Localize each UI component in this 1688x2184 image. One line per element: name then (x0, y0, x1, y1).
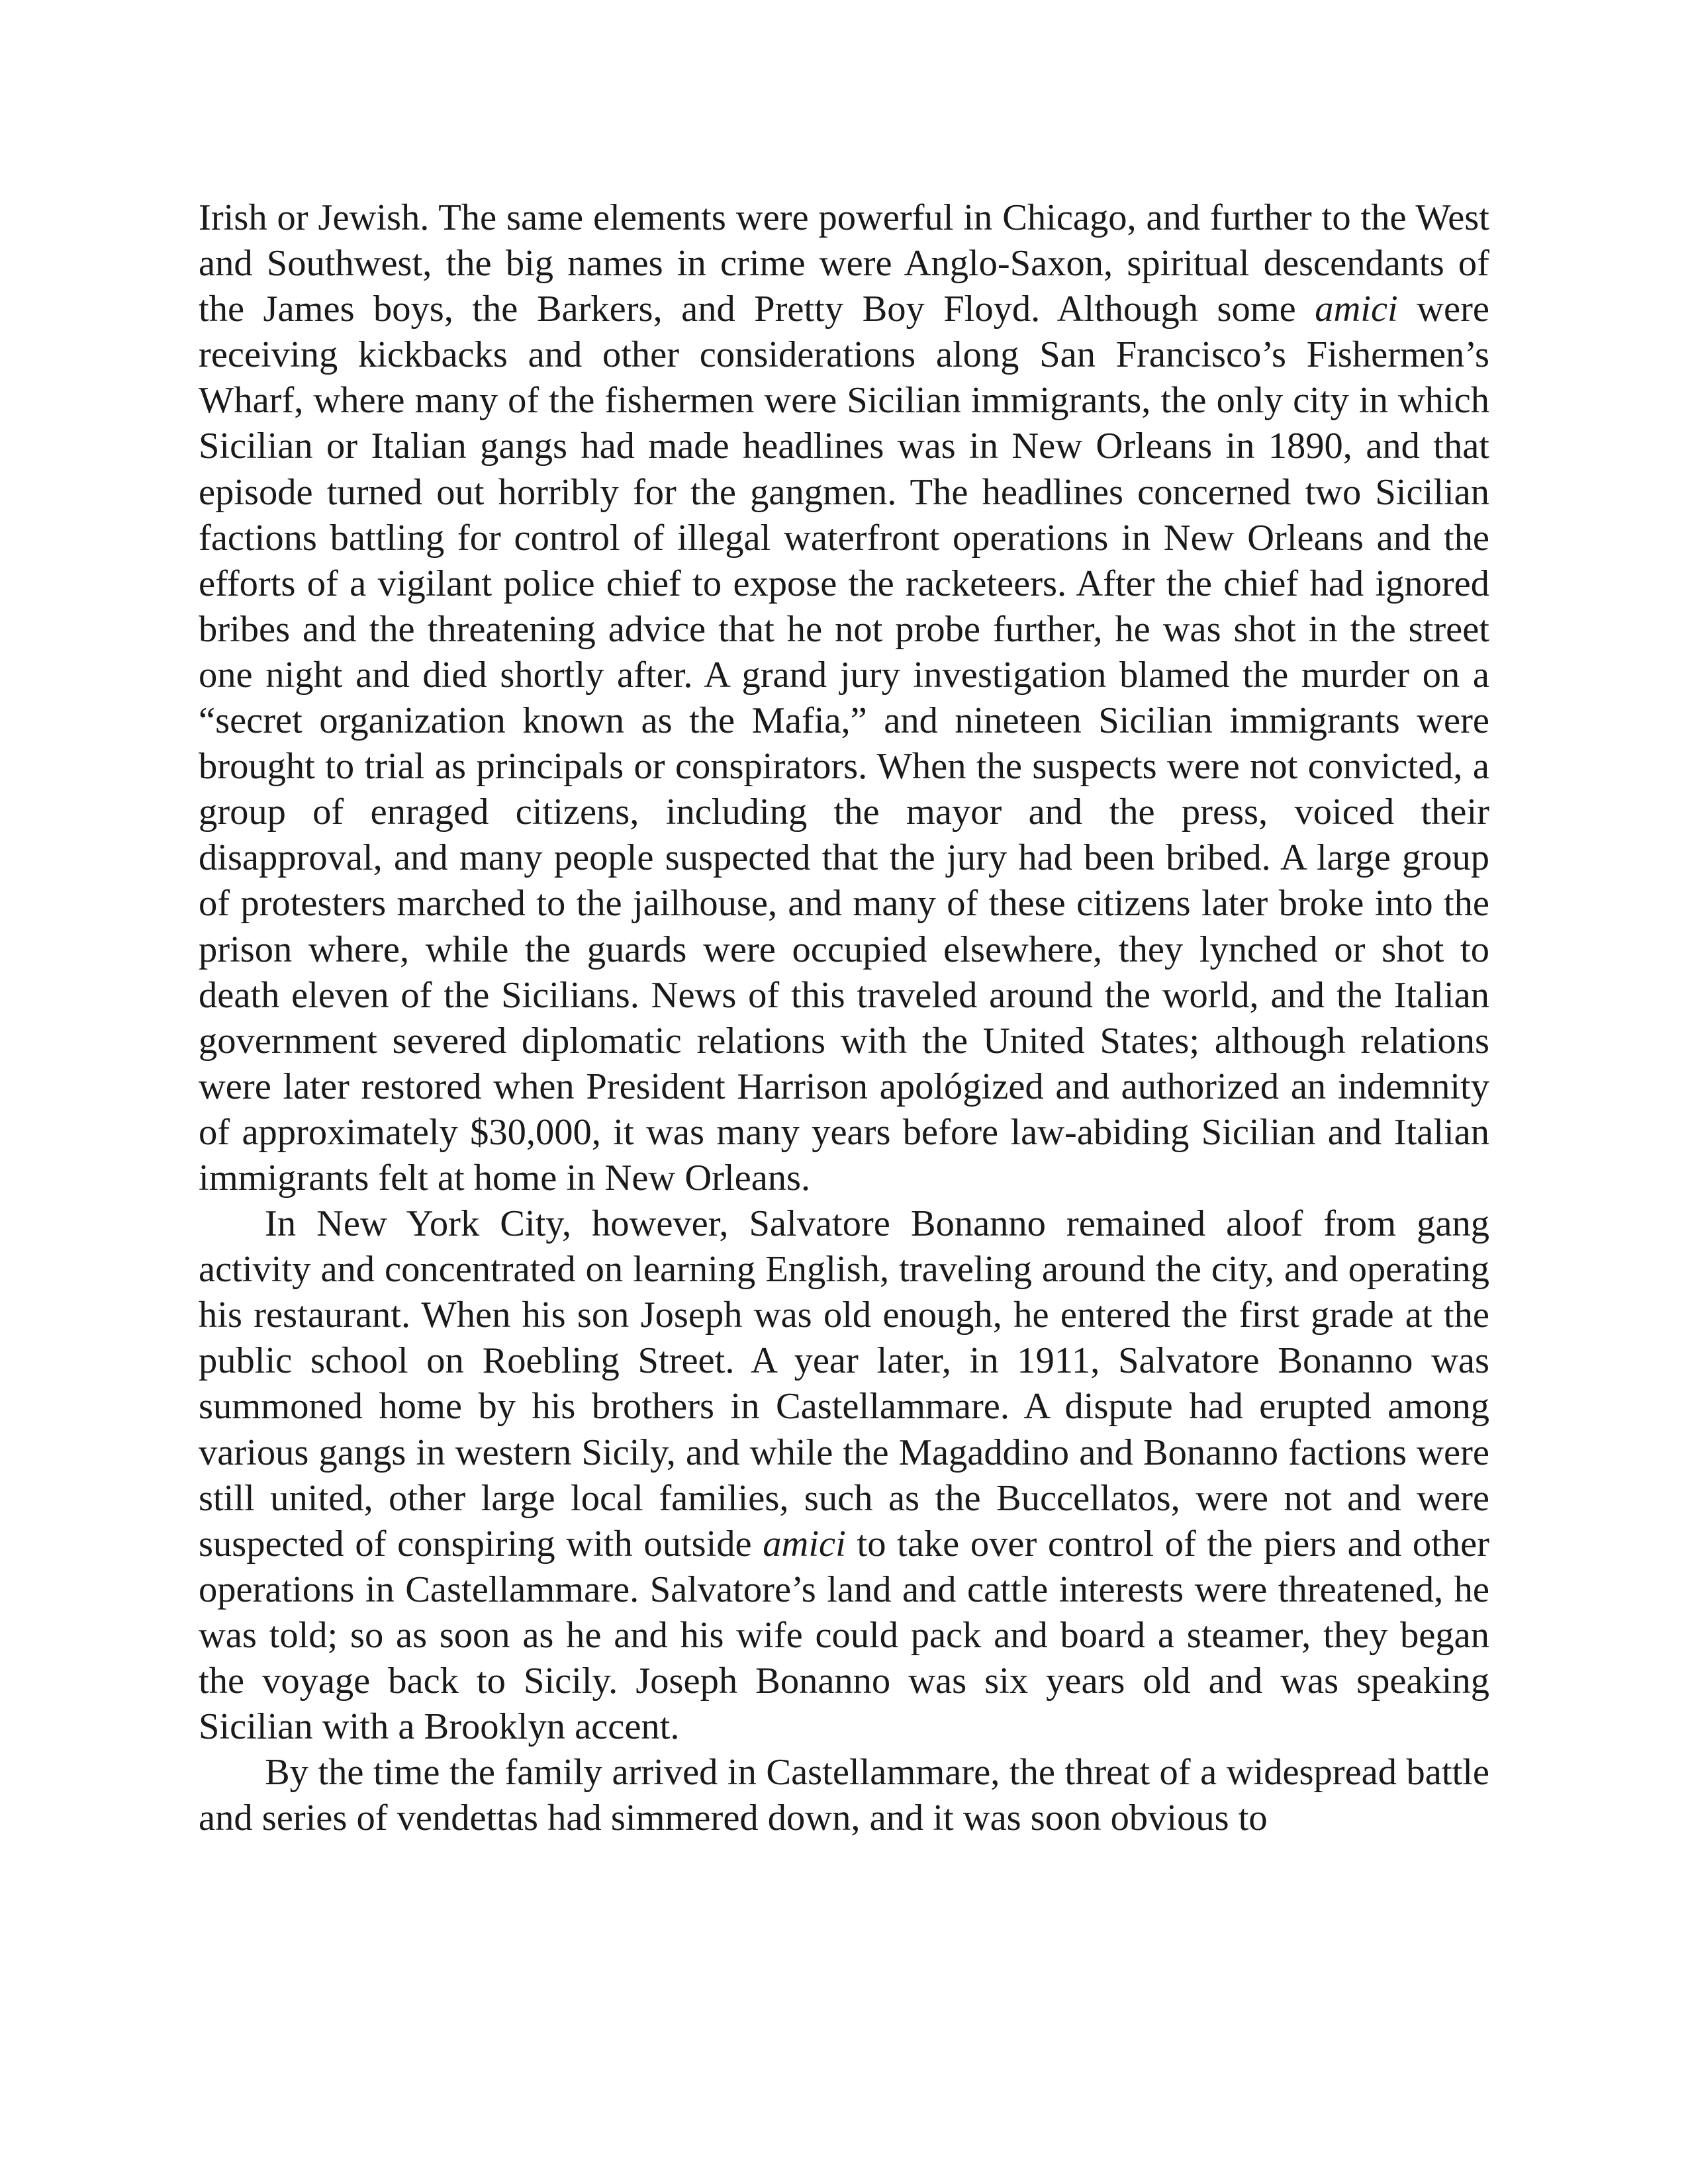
text-segment: to take over control of the piers and other operations in Castellammare. Salvatore’s land and cattle interests were threatened, he was told; so as soon as he and his wife could pack and board a steamer, they began the voyage back to Sicily. Joseph Bonanno was six years old and was speaking Sicilian with a Brooklyn accent. (199, 1523, 1489, 1748)
paragraph (199, 195, 1489, 1201)
text-segment: were receiving kickbacks and other considerations along San Francisco’s Fishermen’s Wharf, where many of the fishermen were Sicilian immigrants, the only city in which Sicilian or Italian gangs had made headlines was in New Orleans in 1890, and that episode turned out horribly for the gangmen. The headlines concerned two Sicilian factions battling for control of illegal waterfront operations in New Orleans and the efforts of a vigilant police chief to expose the racketeers. After the chief had ignored bribes and the threatening advice that he not probe further, he was shot in the street one night and died shortly after. A grand jury investigation blamed the murder on a “secret organization known as the Mafia,” and nineteen Sicilian immigrants were brought to trial as principals or conspirators. When the suspects were not convicted, a group of enraged citizens, including the mayor and the press, voiced their disapproval, and many people suspected that the jury had been bribed. A large group of protesters marched to the jailhouse, and many of these citizens later broke into the prison where, while the guards were occupied elsewhere, they lynched or shot to death eleven of the Sicilians. News of this traveled around the world, and the Italian government severed diplomatic relations with the United States; although relations were later restored when President Harrison apológized and authorized an indemnity of approximately $30,000, it was many years before law-abiding Sicilian and Italian immigrants felt at home in New Orleans. (199, 289, 1489, 1199)
text-segment: Irish or Jewish. The same elements were powerful in Chicago, and further to the West and Southwest, the big names in crime were Anglo-Saxon, spiritual descendants of the James boys, the Barkers, and Pretty Boy Floyd. Although some (199, 197, 1489, 330)
italic-term: amici (763, 1523, 846, 1565)
text-segment: By the time the family arrived in Castellammare, the threat of a widespread battle and series of vendettas had simmered down, and it was soon obvious to (199, 1752, 1489, 1839)
text-segment: In New York City, however, Salvatore Bonanno remained aloof from gang activity and concentrated on learning English, traveling around the city, and operating his restaurant. When his son Joseph was old enough, he entered the first grade at the public school on Roebling Street. A year later, in 1911, Salvatore Bonanno was summoned home by his brothers in Castellammare. A dispute had erupted among various gangs in western Sicily, and while the Magaddino and Bonanno factions were still united, other large local families, such as the Buccellatos, were not and were suspected of conspiring with outside (199, 1203, 1489, 1565)
italic-term: amici (1315, 289, 1398, 330)
paragraph (199, 1750, 1489, 1841)
body-text (199, 195, 1489, 1841)
paragraph (199, 1201, 1489, 1750)
